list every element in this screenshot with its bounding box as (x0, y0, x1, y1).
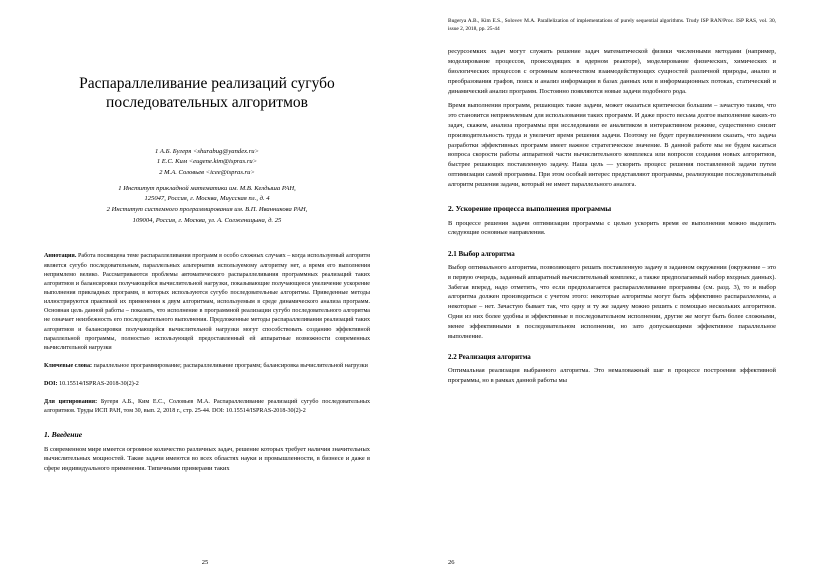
subsection-heading-algorithm-choice: 2.1 Выбор алгоритма (448, 250, 515, 259)
paragraph: Оптимальная реализация выбранного алгоритма. Это немаловажный шаг в процессе построения эффективной программы, но в рамках данной работы мы (448, 367, 776, 385)
doi-text[interactable]: 10.15514/ISPRAS-2018-30(2)-2 (59, 381, 139, 388)
doi (44, 380, 370, 389)
page-title: Распараллеливание реализаций сугубо последовательных алгоритмов (79, 75, 335, 112)
author-line: 1 А.Б. Бугеря <shurabug@yandex.ru> (154, 147, 260, 155)
citation-text: Бугеря А.Б., Ким Е.С., Соловьев М.А. Распараллеливание реализаций сугубо последовательных алгоритмов. Труды ИСП РАН, том 30, вып. 2, 2018 г., стр. 25-44. DOI: 10.15514/ISPRAS-2018-30(2)-2 (44, 399, 370, 415)
abstract-text: Работа посвящена теме распараллеливания программ в особо сложных случаях – когда используемый алгоритм является сугубо последовательным, параллельных альтернатив используемому алгоритму нет, а время его выполнения непримлемо велико. Рассматриваются проблемы автоматического распараллеливания программных реализаций таких алгоритмов и балансировки получающейся вычислительной нагрузки, показывающие получающееся увеличение ускорение выполнения прикладных программ, в которых используются сугубо последовательные алгоритмы. Приведенные методы иллюстрируются практикой их применения к двум алгоритмам, используемым в среде динамического анализа программ. Основная цель данной работы – показать, что исполнение в программной реализации сугубо последовательного алгоритма не означает неизбежность его последовательного выполнения. Предложенные методы распараллеливания реализаций таких алгоритмов и балансировки получающейся вычислительной нагрузки могут способствовать созданию эффективной параллельной программы, полностью использующей предоставленный ей аппаратные возможности современных вычислительной нагрузки (44, 253, 371, 351)
paragraph: В процессе решения задачи оптимизации программы с целью ускорить время ее выполнения можно выделить следующие основные направления. (448, 219, 776, 237)
affiliation-line: 2 Институт системного программирования им. В.П. Иванникова РАН, (106, 206, 308, 214)
keywords (44, 362, 370, 371)
author-line: 2 М.А. Соловьев <icee@ispras.ru> (159, 169, 255, 177)
affiliation-line: 125047, Россия, г. Москва, Миусская пл., д. 4 (144, 195, 270, 203)
abstract-label: Аннотация. (44, 253, 77, 260)
paragraph: Выбор оптимального алгоритма, позволяющего решать поставленную задачу в заданном окружении (окружение – это в первую очередь, заданный аппаратный вычислительный комплекс, а также предполагаемый набор входных данных). Забегая вперед, надо отметить, что если предполагается распараллеливание программы (см. разд. 3), то и выбор алгоритма должен производиться с учетом этого: некоторые алгоритмы могут быть эффективно распараллелены, а некоторые – нет. Зачастую бывает так, что одну и ту же задачу можно решить с помощью нескольких алгоритмов. Одни из них более удобны и эффективные в последовательном исполнении, другие же могут быть более сложными, менее эффективными в последовательном исполнении, но зато допускающими эффективное параллельное выполнение. (448, 264, 776, 340)
paragraph: ресурсоемких задач могут служить решение задач математической физики численными методами (например, моделирование процессов, происходящих в ядерном реакторе), моделирование физических, химических и биологических процессов с огромным количеством взаимодействующих сущностей различной природы, анализ и преобразования графов, поиск и анализ информации в базах данных или в информационных потоках, статический и динамический анализ программ. Постоянно появляются новые задачи подобного рода. (448, 48, 776, 95)
section-heading-introduction: 1. Введение (44, 429, 83, 439)
citation (44, 398, 370, 416)
doi-label: DOI: (44, 381, 58, 388)
subsection-heading-algorithm-implementation: 2.2 Реализация алгоритма (448, 353, 531, 362)
abstract (44, 252, 370, 353)
page-number-left: 25 (201, 559, 209, 566)
affiliation-line: 1 Институт прикладной математики им. М.В. Келдыша РАН, (118, 184, 296, 192)
section-heading-acceleration: 2. Ускорение процесса выполнения программы (448, 203, 612, 213)
citation-label: Для цитирования: (44, 399, 98, 406)
author-list (44, 147, 370, 179)
affiliation-list (44, 184, 370, 227)
keywords-label: Ключевые слова: (44, 363, 93, 369)
author-line: 1 Е.С. Ким <eugene.kim@ispras.ru> (156, 158, 258, 166)
page-right (410, 0, 820, 580)
paragraph: В современном мире имеется огромное количество различных задач, решение которых требует наличия значительных вычислительных мощностей. Такие задачи имеются во всех областях науки и промышленности, в бизнесе и даже в сфере индивидуального применения. Типичными примерами таких (44, 445, 370, 473)
running-head: Bugerya A.B., Kim E.S., Solovev M.A. Parallelization of implementations of purely sequential algorithms. Trudy ISP RAN/Proc. ISP RAS, vol. 30, issue 2, 2018, pp. 25-44 (448, 18, 776, 32)
paragraph: Время выполнения программ, решающих такие задачи, может оказаться критически большим – зачастую таким, что это становится неприемлемым для использования таких программ. И даже просто весьма долгое выполнение каких-то задач, скажем, анализа программы при исследовании ее аналитиком в интерактивном режиме, существенно снизит производительность труда и увеличит время решения задачи. Поэтому не будет преувеличением сказать, что задача разработки эффективных программ имеет важное стратегическое значение. В данной работе мы не будем касаться вопроса скорости работы аппаратной части вычислительного комплекса или вопросов создания новых алгоритмов, быстрее решающих поставленную задачу. Наша цель — ускорить процесс решения поставленной задачи путем оптимизации самой программы. При этом особый интерес представляют программы, реализующие последовательный алгоритм решения задачи, который не имеет параллельного аналога. (448, 102, 776, 188)
affiliation-line: 109004, Россия, г. Москва, ул. А. Солженицына, д. 25 (132, 216, 282, 224)
page-number-right: 26 (448, 559, 455, 566)
keywords-text: параллельное программирование; распараллеливание программ; балансировка вычислительной нагрузки (93, 363, 368, 369)
